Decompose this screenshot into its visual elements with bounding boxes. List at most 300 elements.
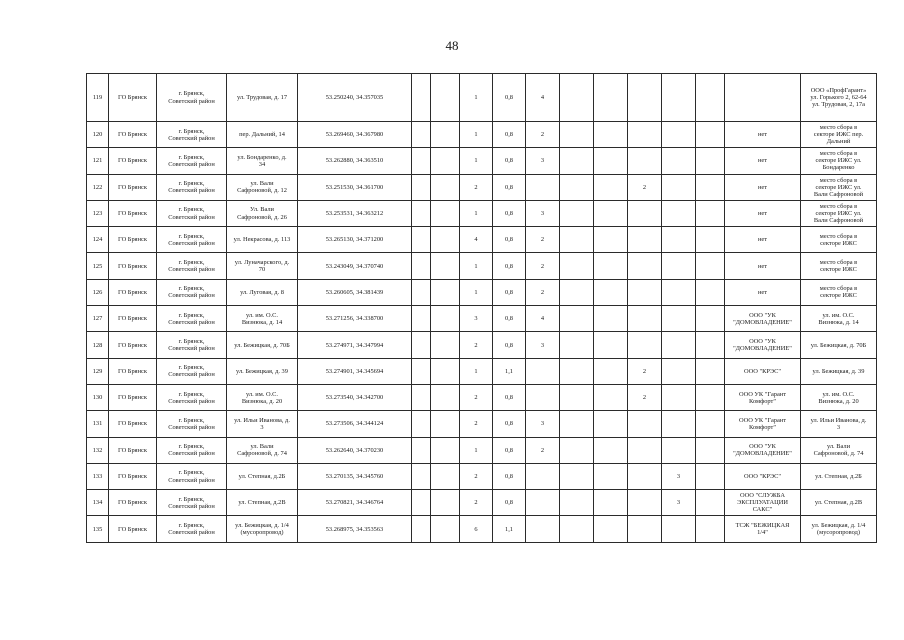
municipality-cell: ГО Брянск <box>109 227 157 253</box>
city-district-cell: г. Брянск, Советский район <box>157 74 227 122</box>
container-count-cell <box>628 411 662 437</box>
municipality-cell: ГО Брянск <box>109 437 157 463</box>
blank-cell <box>412 227 431 253</box>
municipality-cell: ГО Брянск <box>109 358 157 384</box>
coordinates-cell: 53.274901, 34.345694 <box>298 358 412 384</box>
container-count-cell: 2 <box>526 279 560 305</box>
city-district-cell: г. Брянск, Советский район <box>157 437 227 463</box>
site-count-cell: 2 <box>460 332 493 358</box>
blank-cell <box>594 279 628 305</box>
container-count-cell <box>662 253 696 279</box>
blank-cell <box>412 122 431 148</box>
coordinates-cell: 53.251530, 34.361700 <box>298 174 412 200</box>
blank-cell <box>696 279 725 305</box>
address-cell: ул. Бондаренко, д. 34 <box>227 148 298 174</box>
table-row <box>87 332 877 358</box>
blank-cell <box>696 384 725 410</box>
coordinates-cell: 53.271256, 34.338700 <box>298 306 412 332</box>
address-cell: пер. Дальний, 14 <box>227 122 298 148</box>
municipality-cell: ГО Брянск <box>109 411 157 437</box>
site-count-cell: 1 <box>460 74 493 122</box>
container-volume-cell: 0,8 <box>493 437 526 463</box>
blank-cell <box>594 358 628 384</box>
waste-source-cell: ул. им. О.С. Визнюка, д. 14 <box>801 306 877 332</box>
city-district-cell: г. Брянск, Советский район <box>157 148 227 174</box>
blank-cell <box>560 253 594 279</box>
blank-cell <box>594 122 628 148</box>
site-count-cell: 2 <box>460 174 493 200</box>
waste-source-cell: ул. Бежицкая, д. 1/4 (мусоропровод) <box>801 516 877 542</box>
blank-cell <box>431 332 460 358</box>
blank-cell <box>412 279 431 305</box>
blank-cell <box>431 306 460 332</box>
blank-cell <box>594 384 628 410</box>
municipality-cell: ГО Брянск <box>109 122 157 148</box>
site-count-cell: 1 <box>460 279 493 305</box>
container-volume-cell: 0,8 <box>493 74 526 122</box>
blank-cell <box>594 200 628 226</box>
address-cell: ул. Бежицкая, д. 39 <box>227 358 298 384</box>
waste-source-cell: ул. Вали Сафроновой, д. 74 <box>801 437 877 463</box>
container-count-cell <box>526 516 560 542</box>
coordinates-cell: 53.273506, 34.344124 <box>298 411 412 437</box>
row-number-cell: 132 <box>87 437 109 463</box>
table-row <box>87 279 877 305</box>
container-count-cell <box>628 490 662 516</box>
coordinates-cell: 53.250240, 34.357035 <box>298 74 412 122</box>
blank-cell <box>412 253 431 279</box>
row-number-cell: 122 <box>87 174 109 200</box>
container-count-cell: 3 <box>526 411 560 437</box>
blank-cell <box>412 148 431 174</box>
table-row <box>87 227 877 253</box>
container-count-cell: 2 <box>526 253 560 279</box>
blank-cell <box>431 174 460 200</box>
row-number-cell: 130 <box>87 384 109 410</box>
blank-cell <box>696 358 725 384</box>
blank-cell <box>412 437 431 463</box>
table-row <box>87 411 877 437</box>
municipality-cell: ГО Брянск <box>109 490 157 516</box>
blank-cell <box>431 411 460 437</box>
site-count-cell: 1 <box>460 253 493 279</box>
container-volume-cell: 0,8 <box>493 490 526 516</box>
blank-cell <box>560 122 594 148</box>
blank-cell <box>594 306 628 332</box>
city-district-cell: г. Брянск, Советский район <box>157 174 227 200</box>
address-cell: ул. Вали Сафроновой, д. 74 <box>227 437 298 463</box>
row-number-cell: 135 <box>87 516 109 542</box>
container-count-cell: 2 <box>628 174 662 200</box>
owner-cell <box>725 74 801 122</box>
page-number: 48 <box>445 38 459 53</box>
blank-cell <box>431 253 460 279</box>
blank-cell <box>594 74 628 122</box>
blank-cell <box>594 253 628 279</box>
container-volume-cell: 1,1 <box>493 358 526 384</box>
row-number-cell: 125 <box>87 253 109 279</box>
container-volume-cell: 0,8 <box>493 279 526 305</box>
blank-cell <box>594 463 628 489</box>
blank-cell <box>412 200 431 226</box>
address-cell: ул. Бежицкая, д. 70Б <box>227 332 298 358</box>
row-number-cell: 133 <box>87 463 109 489</box>
container-count-cell <box>526 358 560 384</box>
table-row <box>87 74 877 122</box>
municipality-cell: ГО Брянск <box>109 74 157 122</box>
municipality-cell: ГО Брянск <box>109 332 157 358</box>
owner-cell: нет <box>725 122 801 148</box>
blank-cell <box>560 490 594 516</box>
waste-source-cell: ул. Бежицкая, д. 39 <box>801 358 877 384</box>
owner-cell: нет <box>725 279 801 305</box>
blank-cell <box>696 174 725 200</box>
municipality-cell: ГО Брянск <box>109 148 157 174</box>
owner-cell: ООО "СЛУЖБА ЭКСПЛУАТАЦИИ САКС" <box>725 490 801 516</box>
blank-cell <box>560 200 594 226</box>
waste-sites-table <box>86 73 877 543</box>
blank-cell <box>560 463 594 489</box>
table-row <box>87 200 877 226</box>
blank-cell <box>594 174 628 200</box>
coordinates-cell: 53.270135, 34.345760 <box>298 463 412 489</box>
address-cell: ул. Луначарского, д. 70 <box>227 253 298 279</box>
municipality-cell: ГО Брянск <box>109 174 157 200</box>
city-district-cell: г. Брянск, Советский район <box>157 463 227 489</box>
owner-cell: нет <box>725 148 801 174</box>
municipality-cell: ГО Брянск <box>109 279 157 305</box>
blank-cell <box>412 490 431 516</box>
row-number-cell: 129 <box>87 358 109 384</box>
site-count-cell: 2 <box>460 384 493 410</box>
row-number-cell: 121 <box>87 148 109 174</box>
waste-source-cell: место сбора в секторе ИЖС <box>801 227 877 253</box>
waste-source-cell: ул. Ильи Иванова, д. 3 <box>801 411 877 437</box>
container-count-cell: 2 <box>526 122 560 148</box>
container-count-cell <box>628 200 662 226</box>
container-count-cell: 2 <box>628 358 662 384</box>
blank-cell <box>594 148 628 174</box>
blank-cell <box>431 122 460 148</box>
container-count-cell: 4 <box>526 74 560 122</box>
row-number-cell: 126 <box>87 279 109 305</box>
blank-cell <box>560 358 594 384</box>
container-count-cell <box>662 74 696 122</box>
blank-cell <box>412 358 431 384</box>
municipality-cell: ГО Брянск <box>109 200 157 226</box>
container-count-cell <box>662 306 696 332</box>
owner-cell: ООО УК "Гарант Комфорт" <box>725 411 801 437</box>
site-count-cell: 1 <box>460 148 493 174</box>
blank-cell <box>594 437 628 463</box>
blank-cell <box>560 384 594 410</box>
table-row <box>87 463 877 489</box>
site-count-cell: 1 <box>460 358 493 384</box>
container-count-cell <box>662 411 696 437</box>
address-cell: ул. Бежицкая, д. 1/4 (мусоропровод) <box>227 516 298 542</box>
container-volume-cell: 0,8 <box>493 306 526 332</box>
table-row <box>87 516 877 542</box>
container-count-cell: 4 <box>526 306 560 332</box>
address-cell: ул. им. О.С. Визнюка, д. 20 <box>227 384 298 410</box>
blank-cell <box>431 516 460 542</box>
owner-cell: нет <box>725 227 801 253</box>
blank-cell <box>696 253 725 279</box>
container-volume-cell: 0,8 <box>493 227 526 253</box>
city-district-cell: г. Брянск, Советский район <box>157 384 227 410</box>
owner-cell: нет <box>725 200 801 226</box>
municipality-cell: ГО Брянск <box>109 516 157 542</box>
blank-cell <box>412 74 431 122</box>
coordinates-cell: 53.262640, 34.370230 <box>298 437 412 463</box>
blank-cell <box>560 332 594 358</box>
container-count-cell: 2 <box>526 437 560 463</box>
container-count-cell <box>662 437 696 463</box>
city-district-cell: г. Брянск, Советский район <box>157 411 227 437</box>
container-count-cell <box>628 463 662 489</box>
site-count-cell: 1 <box>460 200 493 226</box>
blank-cell <box>594 227 628 253</box>
container-count-cell: 3 <box>662 463 696 489</box>
table-row <box>87 437 877 463</box>
coordinates-cell: 53.265130, 34.371200 <box>298 227 412 253</box>
table-row <box>87 122 877 148</box>
blank-cell <box>560 306 594 332</box>
city-district-cell: г. Брянск, Советский район <box>157 279 227 305</box>
blank-cell <box>412 463 431 489</box>
city-district-cell: г. Брянск, Советский район <box>157 227 227 253</box>
blank-cell <box>412 411 431 437</box>
blank-cell <box>696 74 725 122</box>
table-row <box>87 174 877 200</box>
container-count-cell <box>628 122 662 148</box>
container-volume-cell: 1,1 <box>493 516 526 542</box>
container-count-cell <box>662 516 696 542</box>
table-row <box>87 148 877 174</box>
row-number-cell: 119 <box>87 74 109 122</box>
blank-cell <box>431 490 460 516</box>
coordinates-cell: 53.243049, 34.370740 <box>298 253 412 279</box>
owner-cell: нет <box>725 253 801 279</box>
owner-cell: ООО "УК "ДОМОВЛАДЕНИЕ" <box>725 437 801 463</box>
container-count-cell: 3 <box>526 200 560 226</box>
site-count-cell: 3 <box>460 306 493 332</box>
blank-cell <box>431 74 460 122</box>
site-count-cell: 1 <box>460 437 493 463</box>
blank-cell <box>412 384 431 410</box>
blank-cell <box>696 122 725 148</box>
table-row <box>87 253 877 279</box>
table-row <box>87 490 877 516</box>
blank-cell <box>431 463 460 489</box>
container-count-cell <box>662 332 696 358</box>
container-count-cell: 3 <box>662 490 696 516</box>
container-volume-cell: 0,8 <box>493 200 526 226</box>
waste-source-cell: место сбора в секторе ИЖС ул. Бондаренко <box>801 148 877 174</box>
container-count-cell <box>628 516 662 542</box>
owner-cell: ООО "КРЭС" <box>725 358 801 384</box>
coordinates-cell: 53.273540, 34.342700 <box>298 384 412 410</box>
blank-cell <box>431 227 460 253</box>
owner-cell: нет <box>725 174 801 200</box>
blank-cell <box>431 358 460 384</box>
address-cell: ул. Некрасова, д. 113 <box>227 227 298 253</box>
waste-source-cell: ООО «ПрофГарант» ул. Горького 2, 62-64 ул. Трудовая, 2, 17а <box>801 74 877 122</box>
site-count-cell: 4 <box>460 227 493 253</box>
blank-cell <box>696 463 725 489</box>
blank-cell <box>696 200 725 226</box>
row-number-cell: 131 <box>87 411 109 437</box>
blank-cell <box>431 437 460 463</box>
blank-cell <box>696 332 725 358</box>
coordinates-cell: 53.262880, 34.363510 <box>298 148 412 174</box>
container-volume-cell: 0,8 <box>493 384 526 410</box>
waste-source-cell: ул. им. О.С. Визнюка, д. 20 <box>801 384 877 410</box>
container-count-cell <box>662 200 696 226</box>
city-district-cell: г. Брянск, Советский район <box>157 332 227 358</box>
container-volume-cell: 0,8 <box>493 463 526 489</box>
container-count-cell <box>662 148 696 174</box>
container-count-cell <box>662 358 696 384</box>
address-cell: ул. Степная, д.2Б <box>227 463 298 489</box>
coordinates-cell: 53.274971, 34.347994 <box>298 332 412 358</box>
address-cell: ул. Трудовая, д. 17 <box>227 74 298 122</box>
waste-source-cell: ул. Степная, д.2В <box>801 490 877 516</box>
table-row <box>87 384 877 410</box>
address-cell: Ул. Вали Сафроновой, д. 26 <box>227 200 298 226</box>
city-district-cell: г. Брянск, Советский район <box>157 122 227 148</box>
site-count-cell: 1 <box>460 122 493 148</box>
site-count-cell: 2 <box>460 490 493 516</box>
container-count-cell <box>526 490 560 516</box>
container-count-cell: 2 <box>628 384 662 410</box>
waste-source-cell: место сбора в секторе ИЖС ул. Вали Сафроновой <box>801 174 877 200</box>
blank-cell <box>594 516 628 542</box>
row-number-cell: 120 <box>87 122 109 148</box>
coordinates-cell: 53.268975, 34.353563 <box>298 516 412 542</box>
container-volume-cell: 0,8 <box>493 122 526 148</box>
owner-cell: ООО "КРЭС" <box>725 463 801 489</box>
container-count-cell <box>628 74 662 122</box>
blank-cell <box>412 516 431 542</box>
container-count-cell <box>526 463 560 489</box>
row-number-cell: 123 <box>87 200 109 226</box>
municipality-cell: ГО Брянск <box>109 463 157 489</box>
address-cell: ул. Степная, д.2В <box>227 490 298 516</box>
owner-cell: ООО УК "Гарант Комфорт" <box>725 384 801 410</box>
blank-cell <box>560 279 594 305</box>
site-count-cell: 6 <box>460 516 493 542</box>
blank-cell <box>594 411 628 437</box>
blank-cell <box>594 490 628 516</box>
blank-cell <box>696 516 725 542</box>
container-volume-cell: 0,8 <box>493 411 526 437</box>
waste-source-cell: место сбора в секторе ИЖС <box>801 253 877 279</box>
blank-cell <box>560 437 594 463</box>
container-count-cell <box>662 174 696 200</box>
blank-cell <box>560 227 594 253</box>
container-count-cell <box>526 174 560 200</box>
municipality-cell: ГО Брянск <box>109 306 157 332</box>
container-count-cell <box>662 279 696 305</box>
waste-source-cell: место сбора в секторе ИЖС <box>801 279 877 305</box>
municipality-cell: ГО Брянск <box>109 384 157 410</box>
site-count-cell: 2 <box>460 463 493 489</box>
blank-cell <box>696 411 725 437</box>
coordinates-cell: 53.270821, 34.346764 <box>298 490 412 516</box>
blank-cell <box>696 227 725 253</box>
row-number-cell: 127 <box>87 306 109 332</box>
container-count-cell <box>628 306 662 332</box>
address-cell: ул. Луговая, д. 8 <box>227 279 298 305</box>
container-count-cell <box>662 122 696 148</box>
owner-cell: ООО "УК "ДОМОВЛАДЕНИЕ" <box>725 306 801 332</box>
waste-source-cell: место сбора в секторе ИЖС пер. Дальний <box>801 122 877 148</box>
container-volume-cell: 0,8 <box>493 253 526 279</box>
container-count-cell <box>628 227 662 253</box>
coordinates-cell: 53.260605, 34.381439 <box>298 279 412 305</box>
table-row <box>87 306 877 332</box>
blank-cell <box>560 411 594 437</box>
blank-cell <box>560 74 594 122</box>
address-cell: ул. Ильи Иванова, д. 3 <box>227 411 298 437</box>
blank-cell <box>560 174 594 200</box>
city-district-cell: г. Брянск, Советский район <box>157 358 227 384</box>
container-count-cell <box>628 148 662 174</box>
container-count-cell <box>628 253 662 279</box>
coordinates-cell: 53.253531, 34.363212 <box>298 200 412 226</box>
container-count-cell <box>526 384 560 410</box>
city-district-cell: г. Брянск, Советский район <box>157 253 227 279</box>
blank-cell <box>594 332 628 358</box>
container-volume-cell: 0,8 <box>493 174 526 200</box>
container-count-cell: 3 <box>526 148 560 174</box>
address-cell: ул. им. О.С. Визнюка, д. 14 <box>227 306 298 332</box>
container-count-cell <box>662 384 696 410</box>
blank-cell <box>696 437 725 463</box>
owner-cell: ООО "УК "ДОМОВЛАДЕНИЕ" <box>725 332 801 358</box>
blank-cell <box>431 384 460 410</box>
waste-source-cell: место сбора в секторе ИЖС ул. Вали Сафроновой <box>801 200 877 226</box>
city-district-cell: г. Брянск, Советский район <box>157 306 227 332</box>
owner-cell: ТСЖ "БЕЖИЦКАЯ 1/4" <box>725 516 801 542</box>
container-count-cell: 2 <box>526 227 560 253</box>
container-count-cell <box>662 227 696 253</box>
blank-cell <box>560 148 594 174</box>
municipality-cell: ГО Брянск <box>109 253 157 279</box>
blank-cell <box>696 148 725 174</box>
waste-source-cell: ул. Степная, д.2Б <box>801 463 877 489</box>
row-number-cell: 134 <box>87 490 109 516</box>
container-volume-cell: 0,8 <box>493 148 526 174</box>
blank-cell <box>431 148 460 174</box>
row-number-cell: 124 <box>87 227 109 253</box>
blank-cell <box>412 306 431 332</box>
city-district-cell: г. Брянск, Советский район <box>157 490 227 516</box>
waste-source-cell: ул. Бежицкая, д. 70Б <box>801 332 877 358</box>
site-count-cell: 2 <box>460 411 493 437</box>
row-number-cell: 128 <box>87 332 109 358</box>
city-district-cell: г. Брянск, Советский район <box>157 516 227 542</box>
blank-cell <box>696 306 725 332</box>
table-row <box>87 358 877 384</box>
blank-cell <box>412 332 431 358</box>
container-count-cell <box>628 279 662 305</box>
container-volume-cell: 0,8 <box>493 332 526 358</box>
blank-cell <box>560 516 594 542</box>
blank-cell <box>431 200 460 226</box>
blank-cell <box>696 490 725 516</box>
